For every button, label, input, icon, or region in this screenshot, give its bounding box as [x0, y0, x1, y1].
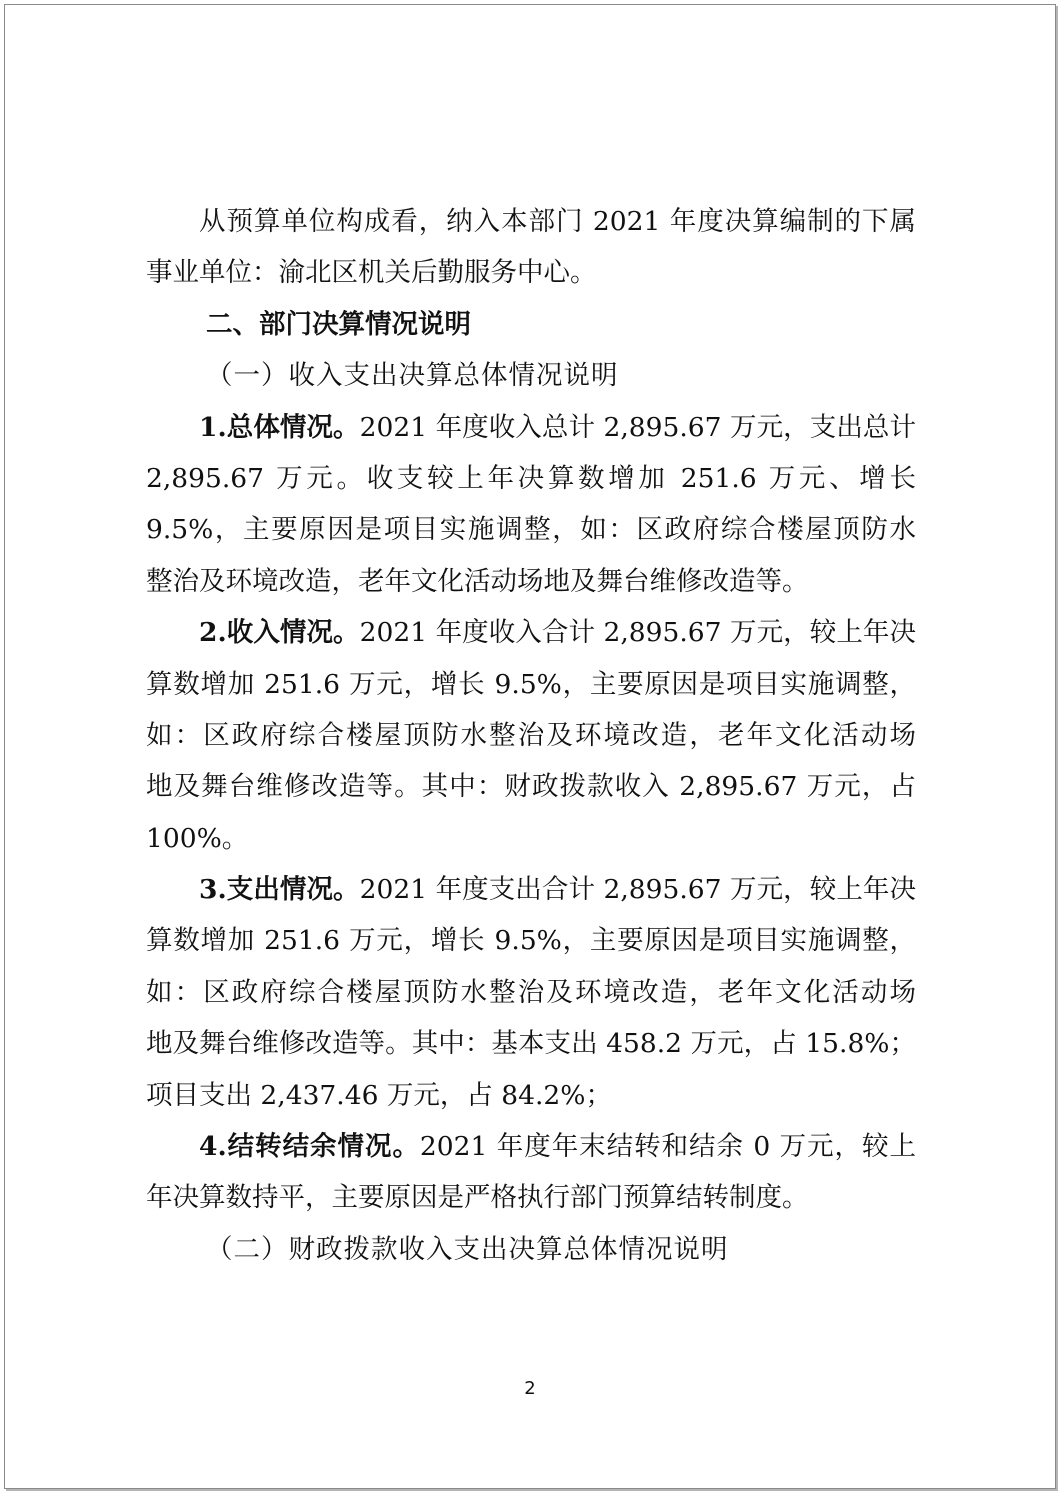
item-1-line-4: 整治及环境改造，老年文化活动场地及舞台维修改造等。 [146, 565, 809, 597]
item-1-lead: 1.总体情况。 [199, 411, 360, 443]
item-2-line-1 [146, 607, 916, 658]
item-3-line-4: 地及舞台维修改造等。其中：基本支出 458.2 万元，占 15.8%； [146, 1028, 916, 1060]
item-2-line-1-text: 2021 年度收入合计 2,895.67 万元，较上年决 [359, 617, 916, 649]
item-2-lead: 2.收入情况。 [199, 617, 360, 649]
intro-line-1: 从预算单位构成看，纳入本部门 2021 年度决算编制的下属 [199, 206, 916, 237]
item-4-line-1 [146, 1121, 916, 1172]
item-3-line-1 [146, 864, 916, 915]
item-3-line-5: 项目支出 2,437.46 万元，占 84.2%； [146, 1079, 612, 1111]
item-3-line-1-text: 2021 年度支出合计 2,895.67 万元，较上年决 [359, 874, 916, 906]
item-4-line-2: 年决算数持平，主要原因是严格执行部门预算结转制度。 [146, 1182, 809, 1214]
item-4-line-1-text: 2021 年度年末结转和结余 0 万元，较上 [419, 1131, 916, 1163]
subsection-heading-1: （一）收入支出决算总体情况说明 [206, 360, 619, 392]
item-4-lead: 4.结转结余情况。 [199, 1131, 420, 1163]
section-heading: 二、部门决算情况说明 [206, 308, 471, 340]
item-2-line-4: 地及舞台维修改造等。其中：财政拨款收入 2,895.67 万元，占 [146, 771, 916, 803]
item-1-line-1-text: 2021 年度收入总计 2,895.67 万元，支出总计 [359, 411, 916, 443]
subsection-heading-2: （二）财政拨款收入支出决算总体情况说明 [206, 1233, 729, 1265]
item-2-line-5: 100%。 [146, 822, 249, 854]
item-2-line-3: 如：区政府综合楼屋顶防水整治及环境改造，老年文化活动场 [146, 719, 916, 751]
item-3-lead: 3.支出情况。 [199, 874, 360, 906]
intro-line-2: 事业单位：渝北区机关后勤服务中心。 [146, 257, 597, 289]
item-2-line-2: 算数增加 251.6 万元，增长 9.5%，主要原因是项目实施调整， [146, 668, 916, 700]
item-3-line-3: 如：区政府综合楼屋顶防水整治及环境改造，老年文化活动场 [146, 976, 916, 1008]
item-1-line-2: 2,895.67 万元。收支较上年决算数增加 251.6 万元、增长 [146, 462, 916, 494]
document-body [146, 196, 916, 1275]
page-number: 2 [524, 1378, 536, 1399]
item-1-line-1 [146, 402, 916, 453]
item-1-line-3: 9.5%，主要原因是项目实施调整，如：区政府综合楼屋顶防水 [146, 514, 916, 546]
item-3-line-2: 算数增加 251.6 万元，增长 9.5%，主要原因是项目实施调整， [146, 925, 916, 957]
